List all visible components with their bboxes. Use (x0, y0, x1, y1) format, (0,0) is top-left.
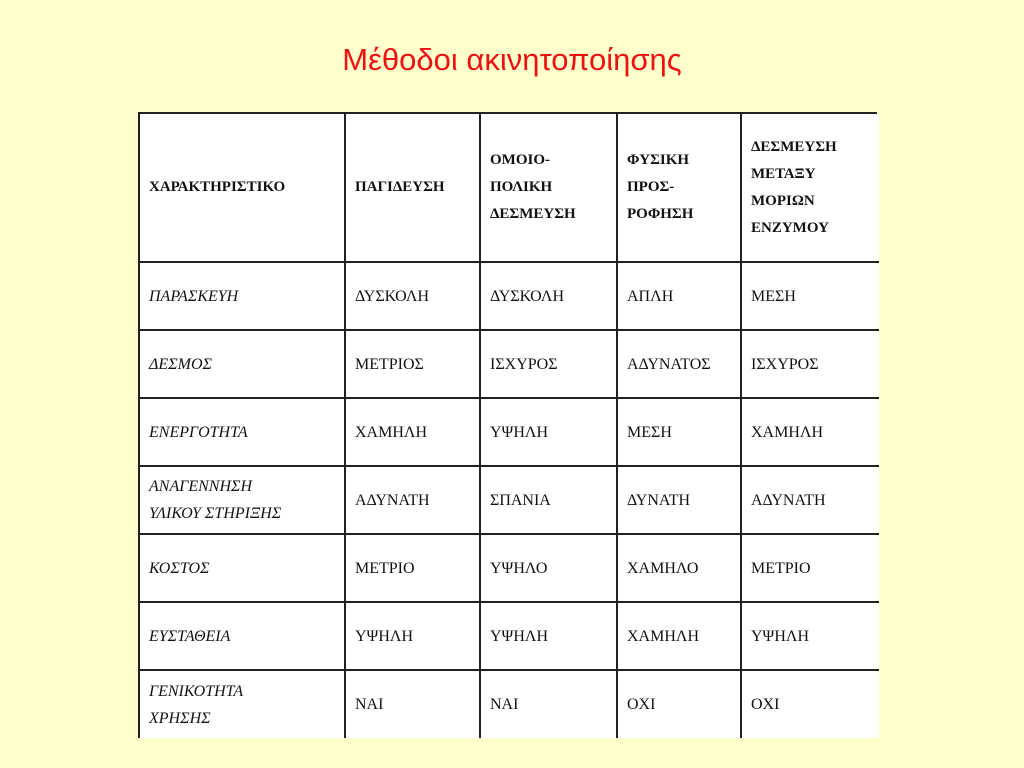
table-cell: ΥΨΗΛΟ (480, 534, 617, 602)
table-cell: ΙΣΧΥΡΟΣ (480, 330, 617, 398)
header-characteristic: ΧΑΡΑΚΤΗΡΙΣΤΙΚΟ (140, 114, 345, 262)
table-cell: ΧΑΜΗΛΟ (617, 534, 741, 602)
row-label: ΑΝΑΓΕΝΝΗΣΗ ΥΛΙΚΟΥ ΣΤΗΡΙΞΗΣ (140, 466, 345, 534)
table-cell: ΑΔΥΝΑΤΗ (345, 466, 480, 534)
table-cell: ΔΥΣΚΟΛΗ (345, 262, 480, 330)
table-cell: ΜΕΤΡΙΟ (345, 534, 480, 602)
table-cell: ΧΑΜΗΛΗ (741, 398, 879, 466)
table-cell: ΜΕΤΡΙΟΣ (345, 330, 480, 398)
row-label: ΠΑΡΑΣΚΕΥΗ (140, 262, 345, 330)
row-label: ΔΕΣΜΟΣ (140, 330, 345, 398)
header-physical-adsorption: ΦΥΣΙΚΗ ΠΡΟΣ- ΡΟΦΗΣΗ (617, 114, 741, 262)
table-row (140, 534, 879, 602)
table-cell: ΥΨΗΛΗ (480, 398, 617, 466)
table-cell: ΜΕΣΗ (741, 262, 879, 330)
table-cell: ΙΣΧΥΡΟΣ (741, 330, 879, 398)
comparison-table (140, 114, 879, 738)
table-row (140, 398, 879, 466)
table-header-row (140, 114, 879, 262)
table-cell: ΧΑΜΗΛΗ (345, 398, 480, 466)
table-cell: ΑΠΛΗ (617, 262, 741, 330)
table-cell: ΧΑΜΗΛΗ (617, 602, 741, 670)
table-cell: ΣΠΑΝΙΑ (480, 466, 617, 534)
table-row (140, 602, 879, 670)
table-cell: ΜΕΣΗ (617, 398, 741, 466)
slide-title: Μέθοδοι ακινητοποίησης (342, 42, 682, 77)
table-row (140, 670, 879, 738)
header-entrapment: ΠΑΓΙΔΕΥΣΗ (345, 114, 480, 262)
row-label: ΕΝΕΡΓΟΤΗΤΑ (140, 398, 345, 466)
table-row (140, 466, 879, 534)
table-cell: ΜΕΤΡΙΟ (741, 534, 879, 602)
table-cell: ΑΔΥΝΑΤΟΣ (617, 330, 741, 398)
table-cell: ΝΑΙ (480, 670, 617, 738)
table-cell: ΥΨΗΛΗ (480, 602, 617, 670)
row-label: ΕΥΣΤΑΘΕΙΑ (140, 602, 345, 670)
table-row (140, 330, 879, 398)
row-label: ΓΕΝΙΚΟΤΗΤΑ ΧΡΗΣΗΣ (140, 670, 345, 738)
table-cell: ΥΨΗΛΗ (741, 602, 879, 670)
header-crosslinking: ΔΕΣΜΕΥΣΗ ΜΕΤΑΞΥ ΜΟΡΙΩΝ ΕΝΖΥΜΟΥ (741, 114, 879, 262)
row-label: ΚΟΣΤΟΣ (140, 534, 345, 602)
table-cell: ΟΧΙ (741, 670, 879, 738)
table-cell: ΥΨΗΛΗ (345, 602, 480, 670)
table-cell: ΔΥΝΑΤΗ (617, 466, 741, 534)
table-row (140, 262, 879, 330)
table-cell: ΔΥΣΚΟΛΗ (480, 262, 617, 330)
comparison-table-container (138, 112, 877, 738)
table-cell: ΝΑΙ (345, 670, 480, 738)
table-cell: ΑΔΥΝΑΤΗ (741, 466, 879, 534)
header-covalent-binding: ΟΜΟΙΟ- ΠΟΛΙΚΗ ΔΕΣΜΕΥΣΗ (480, 114, 617, 262)
table-cell: ΟΧΙ (617, 670, 741, 738)
